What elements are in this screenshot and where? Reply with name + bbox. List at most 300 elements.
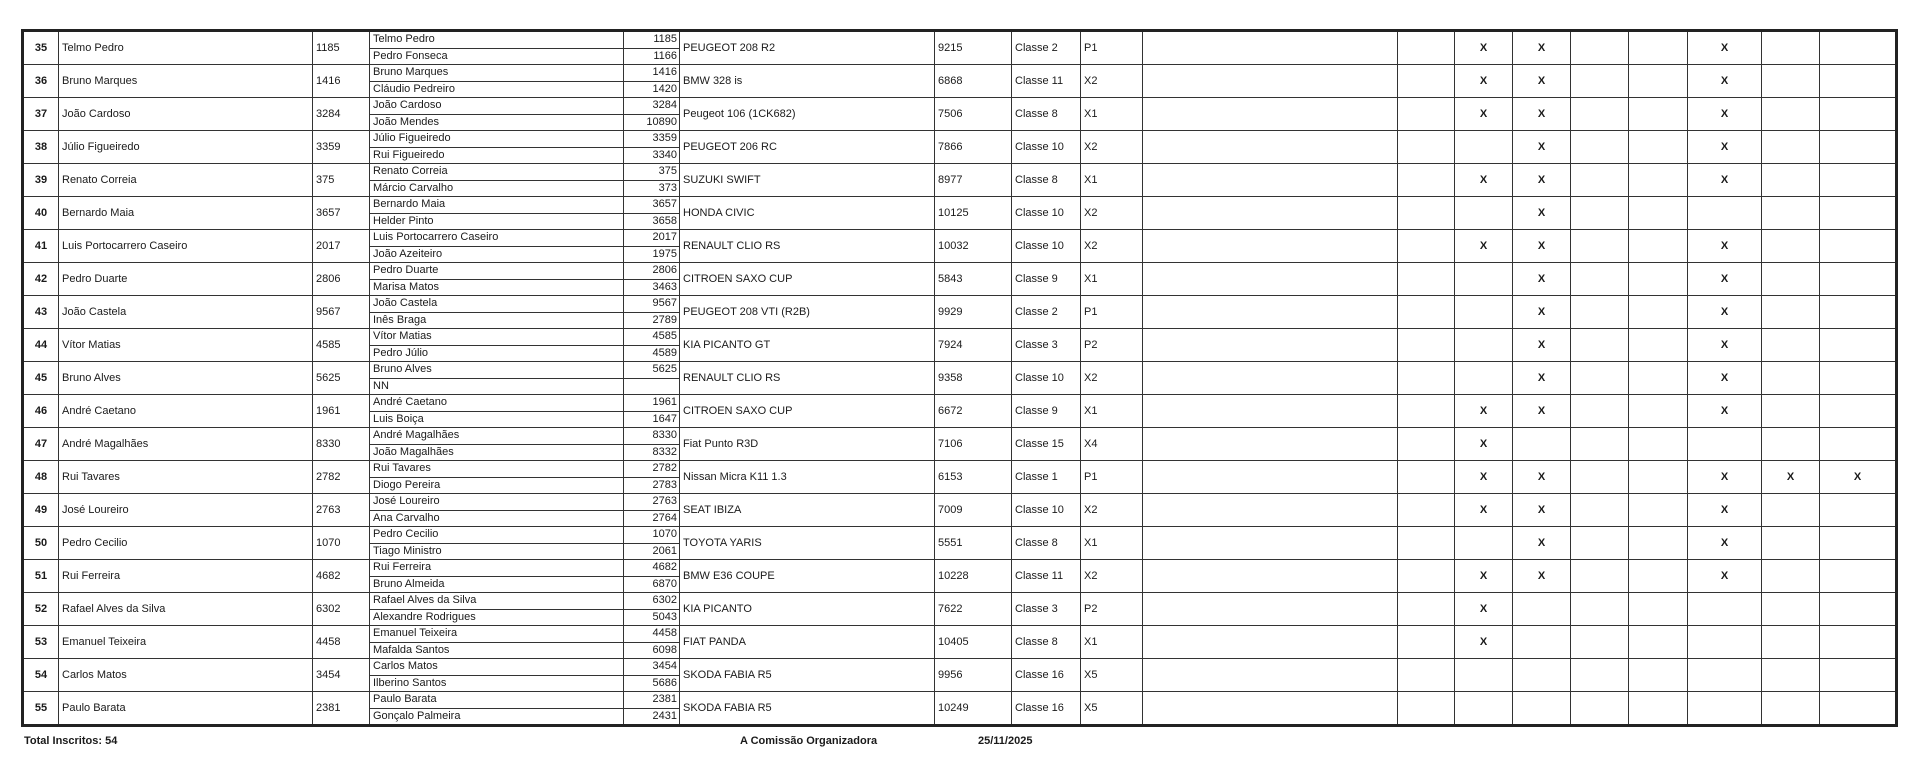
check-mark-cell xyxy=(1398,428,1455,461)
check-mark-cell xyxy=(1762,395,1820,428)
check-mark-cell xyxy=(1820,494,1897,527)
table-row xyxy=(23,494,1897,527)
check-mark-cell xyxy=(1455,527,1513,560)
competitor-name: Rui Ferreira xyxy=(59,560,313,593)
check-mark-cell xyxy=(1571,98,1629,131)
competitor-name: Bernardo Maia xyxy=(59,197,313,230)
driver-line xyxy=(370,32,679,49)
driver-name: André Caetano xyxy=(370,395,624,411)
entry-number: 40 xyxy=(23,197,59,230)
check-mark-cell xyxy=(1762,329,1820,362)
competitor-name: Emanuel Teixeira xyxy=(59,626,313,659)
codriver-line xyxy=(370,280,679,296)
codriver-line xyxy=(370,379,679,395)
driver-line xyxy=(370,230,679,247)
car-class: Classe 2 xyxy=(1012,296,1081,329)
car-model: KIA PICANTO xyxy=(680,593,935,626)
driver-line xyxy=(370,164,679,181)
check-mark-cell xyxy=(1455,296,1513,329)
table-row xyxy=(23,692,1897,726)
blank-cell xyxy=(1143,560,1398,593)
check-mark-cell: X xyxy=(1455,31,1513,65)
car-number: 6868 xyxy=(935,65,1012,98)
check-mark-cell xyxy=(1820,395,1897,428)
total-entries: Total Inscritos: 54 xyxy=(24,735,118,747)
crew-cell xyxy=(370,692,680,726)
check-mark-cell xyxy=(1398,65,1455,98)
codriver-licence: 2789 xyxy=(652,313,677,326)
check-mark-cell xyxy=(1398,494,1455,527)
competitor-licence: 1070 xyxy=(313,527,370,560)
blank-cell xyxy=(1143,296,1398,329)
check-mark-cell xyxy=(1571,329,1629,362)
driver-licence: 9567 xyxy=(652,297,677,309)
driver-line xyxy=(370,659,679,676)
car-group: X2 xyxy=(1081,560,1143,593)
car-number: 9215 xyxy=(935,31,1012,65)
car-model: SKODA FABIA R5 xyxy=(680,659,935,692)
check-mark-cell xyxy=(1398,263,1455,296)
entry-number: 39 xyxy=(23,164,59,197)
check-mark-cell xyxy=(1398,98,1455,131)
check-mark-cell xyxy=(1398,560,1455,593)
check-mark-cell: X xyxy=(1688,395,1762,428)
codriver-licence: 1420 xyxy=(652,82,677,95)
codriver-line xyxy=(370,610,679,626)
competitor-licence: 4682 xyxy=(313,560,370,593)
blank-cell xyxy=(1143,131,1398,164)
crew-cell xyxy=(370,197,680,230)
check-mark-cell: X xyxy=(1688,329,1762,362)
check-mark-cell xyxy=(1688,593,1762,626)
competitor-licence: 2381 xyxy=(313,692,370,726)
car-group: X2 xyxy=(1081,230,1143,263)
car-model: PEUGEOT 208 R2 xyxy=(680,31,935,65)
check-mark-cell: X xyxy=(1513,31,1571,65)
check-mark-cell: X xyxy=(1688,230,1762,263)
codriver-name: Diogo Pereira xyxy=(370,478,624,494)
competitor-name: José Loureiro xyxy=(59,494,313,527)
competitor-name: Bruno Alves xyxy=(59,362,313,395)
driver-name: João Castela xyxy=(370,296,624,312)
check-mark-cell: X xyxy=(1455,230,1513,263)
check-mark-cell: X xyxy=(1688,560,1762,593)
check-mark-cell: X xyxy=(1455,461,1513,494)
blank-cell xyxy=(1143,329,1398,362)
check-mark-cell xyxy=(1629,626,1688,659)
competitor-licence: 1185 xyxy=(313,31,370,65)
check-mark-cell xyxy=(1629,296,1688,329)
driver-line xyxy=(370,98,679,115)
car-model: TOYOTA YARIS xyxy=(680,527,935,560)
competitor-name: Rui Tavares xyxy=(59,461,313,494)
check-mark-cell xyxy=(1762,197,1820,230)
check-mark-cell xyxy=(1571,428,1629,461)
check-mark-cell xyxy=(1820,31,1897,65)
codriver-licence: 373 xyxy=(658,181,677,194)
codriver-name: Pedro Júlio xyxy=(370,346,624,362)
competitor-licence: 375 xyxy=(313,164,370,197)
car-model: BMW 328 is xyxy=(680,65,935,98)
driver-licence: 4682 xyxy=(652,561,677,573)
blank-cell xyxy=(1143,593,1398,626)
check-mark-cell xyxy=(1629,593,1688,626)
car-class: Classe 10 xyxy=(1012,131,1081,164)
competitor-licence: 9567 xyxy=(313,296,370,329)
codriver-name: NN xyxy=(370,379,624,395)
car-class: Classe 10 xyxy=(1012,230,1081,263)
entry-number: 44 xyxy=(23,329,59,362)
check-mark-cell xyxy=(1762,494,1820,527)
check-mark-cell: X xyxy=(1762,461,1820,494)
check-mark-cell xyxy=(1455,362,1513,395)
car-number: 5551 xyxy=(935,527,1012,560)
check-mark-cell xyxy=(1820,131,1897,164)
check-mark-cell xyxy=(1571,230,1629,263)
entry-number: 47 xyxy=(23,428,59,461)
driver-licence: 1416 xyxy=(652,66,677,78)
codriver-line xyxy=(370,49,679,65)
codriver-licence: 2764 xyxy=(652,511,677,524)
competitor-licence: 2782 xyxy=(313,461,370,494)
table-row xyxy=(23,659,1897,692)
codriver-line xyxy=(370,247,679,263)
table-row xyxy=(23,98,1897,131)
competitor-name: João Cardoso xyxy=(59,98,313,131)
car-class: Classe 16 xyxy=(1012,692,1081,726)
car-model: CITROEN SAXO CUP xyxy=(680,263,935,296)
check-mark-cell xyxy=(1398,527,1455,560)
check-mark-cell xyxy=(1629,197,1688,230)
check-mark-cell xyxy=(1571,560,1629,593)
entry-list-table xyxy=(21,29,1898,727)
car-number: 9929 xyxy=(935,296,1012,329)
check-mark-cell xyxy=(1762,362,1820,395)
codriver-licence: 5686 xyxy=(652,676,677,689)
check-mark-cell xyxy=(1571,461,1629,494)
check-mark-cell xyxy=(1513,428,1571,461)
car-group: X2 xyxy=(1081,65,1143,98)
car-model: FIAT PANDA xyxy=(680,626,935,659)
car-number: 9358 xyxy=(935,362,1012,395)
check-mark-cell xyxy=(1629,692,1688,726)
codriver-name: João Mendes xyxy=(370,115,624,131)
car-number: 5843 xyxy=(935,263,1012,296)
car-group: P2 xyxy=(1081,329,1143,362)
codriver-licence: 6098 xyxy=(652,643,677,656)
codriver-line xyxy=(370,313,679,329)
car-model: PEUGEOT 206 RC xyxy=(680,131,935,164)
driver-name: Pedro Cecilio xyxy=(370,527,624,543)
check-mark-cell xyxy=(1820,692,1897,726)
crew-cell xyxy=(370,659,680,692)
driver-line xyxy=(370,560,679,577)
car-class: Classe 8 xyxy=(1012,626,1081,659)
blank-cell xyxy=(1143,494,1398,527)
check-mark-cell: X xyxy=(1513,164,1571,197)
car-group: X5 xyxy=(1081,692,1143,726)
driver-licence: 1185 xyxy=(653,33,677,45)
codriver-licence: 1975 xyxy=(652,247,677,260)
crew-cell xyxy=(370,296,680,329)
check-mark-cell: X xyxy=(1820,461,1897,494)
codriver-line xyxy=(370,181,679,197)
check-mark-cell xyxy=(1820,197,1897,230)
blank-cell xyxy=(1143,527,1398,560)
check-mark-cell: X xyxy=(1455,98,1513,131)
driver-line xyxy=(370,428,679,445)
car-class: Classe 11 xyxy=(1012,560,1081,593)
check-mark-cell: X xyxy=(1513,131,1571,164)
check-mark-cell: X xyxy=(1513,230,1571,263)
check-mark-cell xyxy=(1629,98,1688,131)
car-class: Classe 11 xyxy=(1012,65,1081,98)
competitor-licence: 2763 xyxy=(313,494,370,527)
check-mark-cell xyxy=(1629,329,1688,362)
blank-cell xyxy=(1143,692,1398,726)
crew-cell xyxy=(370,560,680,593)
car-group: X5 xyxy=(1081,659,1143,692)
check-mark-cell: X xyxy=(1455,65,1513,98)
codriver-licence: 3463 xyxy=(652,280,677,293)
check-mark-cell xyxy=(1398,659,1455,692)
car-class: Classe 8 xyxy=(1012,527,1081,560)
codriver-licence: 2061 xyxy=(652,544,677,557)
car-model: CITROEN SAXO CUP xyxy=(680,395,935,428)
codriver-name: Marisa Matos xyxy=(370,280,624,296)
codriver-line xyxy=(370,676,679,692)
check-mark-cell xyxy=(1762,164,1820,197)
car-group: P1 xyxy=(1081,31,1143,65)
car-class: Classe 10 xyxy=(1012,362,1081,395)
table-row xyxy=(23,164,1897,197)
check-mark-cell xyxy=(1398,395,1455,428)
check-mark-cell xyxy=(1571,494,1629,527)
check-mark-cell: X xyxy=(1455,494,1513,527)
driver-licence: 2017 xyxy=(652,231,677,243)
check-mark-cell xyxy=(1820,98,1897,131)
blank-cell xyxy=(1143,428,1398,461)
competitor-name: Luis Portocarrero Caseiro xyxy=(59,230,313,263)
codriver-name: João Magalhães xyxy=(370,445,624,461)
blank-cell xyxy=(1143,65,1398,98)
check-mark-cell xyxy=(1455,329,1513,362)
driver-licence: 1070 xyxy=(652,528,677,540)
crew-cell xyxy=(370,329,680,362)
check-mark-cell xyxy=(1398,362,1455,395)
entry-number: 55 xyxy=(23,692,59,726)
competitor-name: Pedro Cecilio xyxy=(59,527,313,560)
check-mark-cell xyxy=(1762,98,1820,131)
check-mark-cell xyxy=(1571,626,1629,659)
car-group: X1 xyxy=(1081,164,1143,197)
check-mark-cell xyxy=(1398,296,1455,329)
car-class: Classe 9 xyxy=(1012,395,1081,428)
crew-cell xyxy=(370,494,680,527)
driver-licence: 2782 xyxy=(652,462,677,474)
check-mark-cell: X xyxy=(1688,527,1762,560)
entry-number: 43 xyxy=(23,296,59,329)
driver-licence: 6302 xyxy=(652,594,677,606)
driver-licence: 8330 xyxy=(652,429,677,441)
blank-cell xyxy=(1143,230,1398,263)
competitor-licence: 1961 xyxy=(313,395,370,428)
blank-cell xyxy=(1143,626,1398,659)
car-number: 10125 xyxy=(935,197,1012,230)
check-mark-cell xyxy=(1571,395,1629,428)
car-model: RENAULT CLIO RS xyxy=(680,230,935,263)
car-number: 10249 xyxy=(935,692,1012,726)
driver-licence: 2806 xyxy=(652,264,677,276)
car-number: 10228 xyxy=(935,560,1012,593)
check-mark-cell xyxy=(1455,692,1513,726)
driver-licence: 2763 xyxy=(652,495,677,507)
table-row xyxy=(23,461,1897,494)
competitor-name: Telmo Pedro xyxy=(59,31,313,65)
check-mark-cell xyxy=(1820,527,1897,560)
car-group: X1 xyxy=(1081,626,1143,659)
entry-number: 50 xyxy=(23,527,59,560)
car-group: P1 xyxy=(1081,461,1143,494)
driver-name: Vítor Matias xyxy=(370,329,624,345)
check-mark-cell xyxy=(1513,593,1571,626)
codriver-licence xyxy=(624,379,679,395)
check-mark-cell xyxy=(1762,230,1820,263)
check-mark-cell: X xyxy=(1688,65,1762,98)
competitor-licence: 3657 xyxy=(313,197,370,230)
table-row xyxy=(23,527,1897,560)
codriver-name: Gonçalo Palmeira xyxy=(370,709,624,725)
organizing-committee: A Comissão Organizadora xyxy=(740,735,878,747)
check-mark-cell: X xyxy=(1513,560,1571,593)
check-mark-cell xyxy=(1820,626,1897,659)
codriver-line xyxy=(370,577,679,593)
car-model: KIA PICANTO GT xyxy=(680,329,935,362)
check-mark-cell xyxy=(1762,296,1820,329)
car-number: 6672 xyxy=(935,395,1012,428)
driver-name: Paulo Barata xyxy=(370,692,624,708)
driver-line xyxy=(370,131,679,148)
driver-name: Emanuel Teixeira xyxy=(370,626,624,642)
check-mark-cell xyxy=(1571,164,1629,197)
competitor-licence: 2017 xyxy=(313,230,370,263)
competitor-licence: 6302 xyxy=(313,593,370,626)
check-mark-cell xyxy=(1629,461,1688,494)
check-mark-cell: X xyxy=(1688,98,1762,131)
car-model: Peugeot 106 (1CK682) xyxy=(680,98,935,131)
car-class: Classe 10 xyxy=(1012,494,1081,527)
competitor-licence: 3284 xyxy=(313,98,370,131)
check-mark-cell xyxy=(1398,329,1455,362)
codriver-line xyxy=(370,511,679,527)
blank-cell xyxy=(1143,395,1398,428)
car-number: 7009 xyxy=(935,494,1012,527)
car-model: SKODA FABIA R5 xyxy=(680,692,935,726)
entry-number: 53 xyxy=(23,626,59,659)
car-model: SEAT IBIZA xyxy=(680,494,935,527)
driver-licence: 3359 xyxy=(652,132,677,144)
driver-licence: 4585 xyxy=(652,330,677,342)
codriver-line xyxy=(370,346,679,362)
check-mark-cell xyxy=(1820,296,1897,329)
check-mark-cell xyxy=(1629,230,1688,263)
table-row xyxy=(23,65,1897,98)
entry-number: 37 xyxy=(23,98,59,131)
entry-number: 38 xyxy=(23,131,59,164)
car-number: 10405 xyxy=(935,626,1012,659)
driver-licence: 375 xyxy=(658,165,677,177)
driver-name: Rui Tavares xyxy=(370,461,624,477)
driver-name: Renato Correia xyxy=(370,164,624,180)
codriver-line xyxy=(370,82,679,98)
check-mark-cell xyxy=(1820,230,1897,263)
table-row xyxy=(23,428,1897,461)
driver-name: André Magalhães xyxy=(370,428,624,444)
competitor-name: Carlos Matos xyxy=(59,659,313,692)
car-model: RENAULT CLIO RS xyxy=(680,362,935,395)
car-class: Classe 2 xyxy=(1012,31,1081,65)
check-mark-cell xyxy=(1398,230,1455,263)
car-class: Classe 3 xyxy=(1012,593,1081,626)
check-mark-cell xyxy=(1571,296,1629,329)
check-mark-cell xyxy=(1571,131,1629,164)
car-class: Classe 8 xyxy=(1012,164,1081,197)
check-mark-cell xyxy=(1571,692,1629,726)
car-number: 9956 xyxy=(935,659,1012,692)
check-mark-cell: X xyxy=(1688,494,1762,527)
driver-line xyxy=(370,395,679,412)
codriver-name: Pedro Fonseca xyxy=(370,49,624,65)
codriver-name: Mafalda Santos xyxy=(370,643,624,659)
check-mark-cell xyxy=(1629,362,1688,395)
competitor-licence: 8330 xyxy=(313,428,370,461)
competitor-licence: 1416 xyxy=(313,65,370,98)
entry-number: 42 xyxy=(23,263,59,296)
check-mark-cell: X xyxy=(1513,329,1571,362)
check-mark-cell xyxy=(1398,593,1455,626)
codriver-name: Alexandre Rodrigues xyxy=(370,610,624,626)
check-mark-cell xyxy=(1820,65,1897,98)
codriver-licence: 1647 xyxy=(652,412,677,425)
car-model: BMW E36 COUPE xyxy=(680,560,935,593)
entry-number: 51 xyxy=(23,560,59,593)
check-mark-cell xyxy=(1629,164,1688,197)
entry-number: 54 xyxy=(23,659,59,692)
check-mark-cell xyxy=(1571,65,1629,98)
entry-list-sheet xyxy=(21,29,1898,727)
check-mark-cell xyxy=(1629,560,1688,593)
check-mark-cell xyxy=(1513,692,1571,726)
codriver-line xyxy=(370,478,679,494)
check-mark-cell: X xyxy=(1513,461,1571,494)
competitor-name: Bruno Marques xyxy=(59,65,313,98)
check-mark-cell xyxy=(1398,461,1455,494)
table-row xyxy=(23,197,1897,230)
check-mark-cell xyxy=(1455,263,1513,296)
check-mark-cell: X xyxy=(1688,263,1762,296)
table-row xyxy=(23,593,1897,626)
check-mark-cell xyxy=(1688,428,1762,461)
check-mark-cell xyxy=(1688,626,1762,659)
car-number: 7506 xyxy=(935,98,1012,131)
check-mark-cell xyxy=(1762,263,1820,296)
entry-number: 49 xyxy=(23,494,59,527)
car-group: X1 xyxy=(1081,527,1143,560)
check-mark-cell: X xyxy=(1688,31,1762,65)
check-mark-cell: X xyxy=(1513,494,1571,527)
driver-name: Rafael Alves da Silva xyxy=(370,593,624,609)
competitor-licence: 5625 xyxy=(313,362,370,395)
